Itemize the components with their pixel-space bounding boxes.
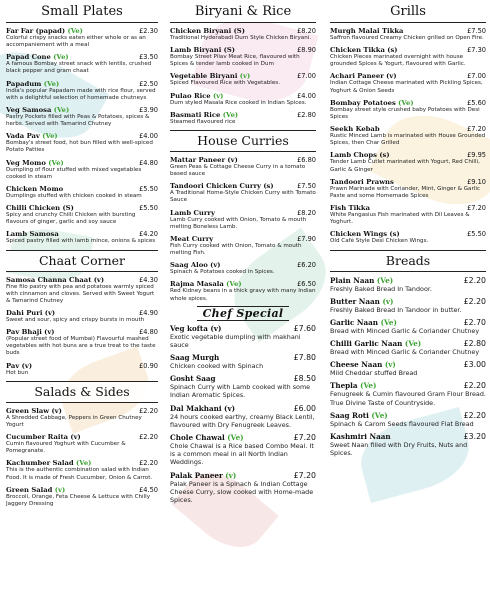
dietary-tag: (Ve) [404,339,422,349]
menu-item-description: Green Peas & Cottage Cheese Curry in a tomato based sauce [170,163,306,178]
menu-item-description: Lamb Curry cooked with Onion, Tomato & mouth melting Boneless Lamb. [170,216,307,230]
menu-item-description: Dumplings stuffed with chicken cooked in steam [6,192,142,199]
menu-item [170,404,316,429]
dietary-tag: (v) [213,91,224,100]
menu-item-description: A Traditional Home-Style Chicken Curry with Tomato Sauce [170,190,316,204]
menu-column-right [330,0,486,602]
menu-item-title: Green Slaw (v) [6,406,62,415]
menu-item-price: £2.20 [139,433,158,442]
dietary-tag: (Ve) [53,53,69,62]
menu-item [170,353,316,370]
menu-item-description: Broccoli, Orange, Feta Cheese & Lettuce with Chilly Jaggery Dressing [6,493,151,507]
menu-item-description: Exotic vegetable dumpling with makhani sauce [170,332,301,349]
menu-item-title: Dal Makhani (v) [170,403,236,413]
menu-item-name [330,46,398,54]
menu-item-description: (Popular street food of Mumbai) Flavourful mashed vegetables with hot buns are a true treat to the taste buds [6,336,156,357]
menu-item [330,27,486,42]
menu-item-title: Bombay Potatoes [330,98,396,107]
menu-item-title: Veg Samosa [6,105,52,114]
menu-item-name [330,125,380,133]
menu-item-name [330,360,396,369]
house-curries-list [170,156,316,303]
chef-special-list [170,324,316,504]
biryani-rice-list [170,27,316,126]
section-heading-chaat-corner: Chaat Corner [6,250,158,272]
menu-item [170,27,316,42]
menu-item-description: Bread with Minced Garlic & Coriander Chutney [330,348,480,357]
menu-item-name [170,404,235,413]
menu-item [6,407,158,429]
menu-item-name [330,276,393,285]
menu-item [330,125,486,147]
menu-item-description: This is the authentic combination salad with Indian Food. It is made of Fresh Cucumber, Onion & Carrot. [6,467,153,481]
menu-item-price: £2.20 [139,459,158,468]
menu-item [6,106,158,128]
menu-item-name [6,204,74,212]
dietary-tag: (Ve) [42,132,58,141]
dietary-tag: (Ve) [360,381,377,391]
menu-item [330,151,486,173]
menu-item-name [6,433,81,441]
menu-item-title: Lamb Biryani (S) [170,46,235,55]
menu-item-description: Spicy and crunchy Chilli Chicken with bursting flavours of ginger, garlic and soy sauce [6,212,136,226]
menu-item-name [170,46,235,54]
menu-item-price: £3.00 [463,360,486,370]
menu-item-price: £4.80 [139,158,158,167]
menu-item-title: Saag Murgh [170,353,220,363]
menu-item-price: £2.30 [139,27,158,35]
menu-item-description: Spinach & Carom Seeds flavoured Flat Bread [330,419,474,428]
menu-item-title: Basmati Rice [170,110,221,119]
menu-item-title: Saag Roti [330,410,369,420]
menu-item [330,46,486,68]
menu-item-title: Chole Chawal [170,432,225,442]
menu-item [330,230,486,245]
dietary-tag: (Ve) [371,410,388,420]
menu-item-price: £7.90 [297,234,316,243]
menu-item [330,339,486,356]
menu-item [6,230,158,245]
menu-item-price: £7.20 [293,432,316,442]
menu-item-title: Thepla [330,381,358,391]
menu-item-description: Sweet Naan filled with Dry Fruits, Nuts and Spices. [330,441,468,458]
menu-item [6,309,158,324]
menu-item-name [330,339,421,348]
section-heading-chef-special: Chef Special [170,307,316,320]
section-heading-salads-sides: Salads & Sides [6,381,158,403]
menu-item [6,362,158,377]
menu-item-name [330,151,390,159]
menu-item [6,459,158,481]
menu-item-price: £8.50 [293,374,316,384]
menu-item-description: Tender Lamb Cutlet marinated with Yogurt, Red Chilli, Garlic & Ginger [330,159,480,173]
menu-item [6,185,158,200]
menu-item-name [330,99,414,107]
menu-item-price: £8.90 [297,46,316,55]
menu-item-price: £7.20 [293,470,316,480]
chaat-corner-list [6,276,158,377]
menu-item [330,276,486,293]
menu-item [170,374,316,399]
menu-item [170,261,316,276]
menu-item-name [6,362,32,370]
menu-item-description: Red Kidney beans in a thick gravy with many Indian whole spices. [170,288,316,302]
menu-item-price: £4.50 [139,485,158,494]
dietary-tag: (Ve) [67,27,83,35]
menu-item-price: £7.00 [467,72,486,81]
menu-item-name [170,374,216,383]
menu-item-name [6,27,83,35]
menu-item-description: Rustic Minced Lamb is marinated with House Grounded Spices, then Char Grilled [330,133,486,147]
menu-item-title: Veg Momo [6,158,46,167]
menu-item-title: Murgh Malai Tikka [330,27,404,35]
menu-item [330,432,486,457]
section-heading-breads: Breads [330,250,486,272]
menu-item-description: 24 hours cooked earthy, creamy Black Lentil, flavoured with Dry Fenugreek Leaves. [170,412,315,429]
menu-item-description: Sweet and sour, spicy and crispy bursts in mouth [6,316,145,323]
menu-item-name [6,328,55,336]
menu-item-title: Pav Bhaji (v) [6,328,55,337]
menu-item-price: £5.50 [467,230,486,239]
menu-item-description: India's popular Papadam made with rice flour, served with a delightful selection of homemade chutneys [6,87,156,101]
dietary-tag: (Ve) [43,79,60,88]
menu-item-name [6,159,64,167]
menu-item [170,46,316,68]
menu-item-name [6,185,63,193]
menu-item [170,235,316,257]
menu-item-price: £7.50 [467,27,486,35]
menu-item-name [6,309,55,317]
menu-item-name [170,182,274,190]
menu-item-description: Dum styled Masala Rice cooked in Indian Spices. [170,99,307,106]
menu-item-description: Bombay's street food, hot bun filled with well-spiced Potato Patties [6,140,153,154]
menu-item-price: £3.50 [139,53,158,62]
menu-item-price: £8.20 [297,208,316,217]
menu-item-name [170,111,238,119]
menu-item-title: Tandoori Prawns [330,177,394,186]
menu-item-name [330,27,403,35]
menu-item-title: Dahi Puri (v) [6,308,56,317]
menu-item [6,486,158,508]
menu-item [170,72,316,87]
menu-item-price: £7.50 [297,182,316,191]
grills-list [330,27,486,246]
menu-item-price: £3.20 [463,432,486,441]
menu-item-title: Saag Aloo (v) [170,261,221,270]
menu-item-description: Indian Cottage Cheese marinated with Pickling Spices, Yoghurt & Onion Seeds [330,80,483,94]
menu-item-title: Chilli Garlic Naan [330,339,403,349]
menu-item [170,156,316,178]
menu-item-description: Palak Paneer is a Spinach & Indian Cottage Cheese Curry, slow cooked with Home-made Spices. [170,479,314,504]
menu-item-price: £4.80 [139,328,158,337]
menu-item-price: £2.20 [463,296,486,306]
menu-item [170,111,316,126]
dietary-tag: (Ve) [53,105,70,114]
menu-item-title: Plain Naan [330,275,375,285]
menu-item-description: Bombay Street Pilav Meat Rice, flavoured with Spices & tender lamb cooked in Dum [170,54,300,68]
menu-item-title: Tandoori Chicken Curry (s) [170,182,274,191]
menu-item-price: £2.50 [139,79,158,88]
menu-item-description: Colorful crispy snacks eaten either whole or as an accompaniement with a meal [6,35,146,49]
menu-item [170,280,316,302]
menu-item [6,27,158,49]
dietary-tag: (Ve) [376,275,394,285]
menu-item-description: Pastry Pockets filled with Peas & Potatoes, spices & herbs. Served with Tamarind Chutney [6,113,150,128]
menu-item-name [6,80,59,88]
menu-item-title: Cheese Naan [330,360,383,370]
menu-item-description: Fenugreek & Cumin flavoured Gram Flour Bread. True Divine Taste of Countryside. [330,390,486,407]
menu-item-description: Bread with Minced Garlic & Coriander Chutney [330,326,480,335]
menu-item-title: Rajma Masala [170,280,224,289]
menu-item [330,318,486,335]
menu-item [330,411,486,428]
menu-item-title: Papadum [6,79,42,88]
menu-item-name [170,235,213,243]
menu-item-title: Chilli Chicken (S) [6,204,74,213]
menu-item [170,92,316,107]
menu-item-name [170,156,238,164]
menu-item-description: Spinach Curry with Lamb cooked with some Indian Aromatic Spices. [170,383,311,400]
menu-item-title: Achari Paneer (v) [330,72,397,81]
menu-item-price: £5.50 [139,184,158,193]
menu-item-description: White Pangasius Fish marinated with Dil Leaves & Yoghurt. [330,212,470,226]
menu-item-title: Vegetable Biryani [170,72,238,81]
menu-item-description: A famous Bombay street snack with lentils, crushed black pepper and gram chaat [6,61,152,75]
menu-item-price: £4.90 [139,308,158,317]
menu-item-price: £6.20 [297,261,316,270]
menu-item [6,132,158,154]
menu-item-title: Seekh Kebab [330,125,380,134]
menu-item-title: Gosht Saag [170,374,216,384]
menu-item-name [330,381,376,390]
menu-item [330,381,486,406]
menu-item-name [6,276,104,284]
menu-item-price: £2.20 [463,275,486,285]
dietary-tag: (Ve) [222,110,239,119]
menu-item-price: £7.80 [293,353,316,363]
menu-item-price: £7.20 [467,204,486,213]
breads-list [330,276,486,458]
section-heading-biryani-rice: Biryani & Rice [170,2,316,23]
menu-item-description: Freshly Baked Bread In Tandoor in butter. [330,305,462,314]
menu-item-name [170,324,221,333]
menu-item [170,471,316,505]
dietary-tag: (v) [382,296,394,306]
section-heading-small-plates: Small Plates [6,2,158,23]
dietary-tag: (Ve) [398,98,414,107]
menu-item-description: Freshly Baked Bread In Tandoor. [330,284,432,293]
menu-item-price: £6.00 [293,403,316,413]
menu-item-name [330,204,370,212]
menu-item-name [170,433,244,442]
menu-item-name [170,72,250,80]
menu-item-price: £4.00 [297,91,316,100]
menu-item-description: Old Café Style Desi Chicken Wings. [330,238,429,245]
menu-item-description: Prawn Marinade with Coriander, Mint, Ginger & Garlic Paste and some Homemade Spices [330,185,480,199]
dietary-tag: (Ve) [48,158,64,167]
menu-item-price: £4.30 [139,275,158,284]
menu-item-price: £2.80 [463,339,486,349]
menu-item-price: £2.20 [463,410,486,420]
menu-item [330,204,486,226]
menu-item [6,53,158,75]
menu-item-price: £7.60 [293,323,316,333]
menu-item-price: £4.20 [139,230,158,239]
section-heading-grills: Grills [330,2,486,23]
menu-item-title: Green Salad [6,485,53,494]
menu-item-price: £7.30 [467,46,486,55]
menu-item-description: Spiced pastry filled with lamb mince, onions & spices [6,238,156,245]
menu-item-title: Meat Curry [170,234,214,243]
menu-item-title: Palak Paneer [170,470,223,480]
menu-item-price: £2.20 [463,381,486,391]
dietary-tag: (v) [384,360,396,370]
menu-item-name [6,230,59,238]
menu-item-description: Fish Curry cooked with Onion, Tomato & mouth melting Fish. [170,242,302,257]
menu-item-title: Samosa Channa Chaat (v) [6,275,105,284]
menu-item [330,297,486,314]
menu-item-name [330,318,397,327]
menu-item-name [6,53,69,61]
menu-item [330,178,486,200]
menu-item [330,99,486,121]
menu-item-price: £6.50 [297,280,316,289]
menu-item-description: Steamed flavoured rice [170,118,236,125]
menu-item-name [330,432,391,441]
menu-item [6,433,158,455]
menu-item-price: £6.80 [297,155,316,164]
menu-item-description: Chole Chawal is a Rice based Combo Meal. It is a common meal in all North Indian Weddings. [170,441,314,467]
menu-item-price: £0.90 [139,361,158,370]
menu-item-name [330,411,388,420]
menu-item-title: Veg kofta (v) [170,323,222,333]
menu-item-description: A Shredded Cabbage, Peppers in Green Chutney Yogurt [6,414,142,428]
menu-item-name [170,209,215,217]
dietary-tag: (Ve) [226,280,242,289]
menu-item-price: £7.20 [467,125,486,134]
menu-item-description: Fine filo pastry with pea and potatoes warmly spiced with cinnamon and cloves. Served with Sweet Yogurt & Tamarind Chutney [6,283,155,304]
menu-item-description: Dumpling of flour stuffed with mixed vegetables cooked in steam [6,166,142,180]
menu-item [6,80,158,102]
menu-item-description: Hot bun [6,369,29,376]
menu-item-title: Kachumber Salad [6,459,74,468]
menu-item-name [330,72,397,80]
menu-item-title: Chicken Wings (s) [330,230,400,239]
menu-item [6,276,158,305]
menu-item-description: Bombay street style crushed baby Potatoes with Desi Spices [330,106,480,120]
menu-item-title: Chicken Tikka (s) [330,46,398,55]
menu-item-description: Chicken cooked with Spinach [170,362,264,371]
dietary-tag: (v) [239,72,251,81]
menu-item-title: Pulao Rice [170,91,211,100]
menu-item [6,328,158,357]
small-plates-list [6,27,158,246]
menu-item-name [6,132,58,140]
menu-item-price: £9.10 [467,177,486,186]
menu-column-middle [170,0,316,602]
menu-column-left [6,0,158,602]
menu-item [6,159,158,181]
menu-item-name [170,280,242,288]
menu-item-name [170,261,221,269]
menu-item-name [6,106,69,114]
menu-item-title: Chicken Biryani (S) [170,27,245,35]
menu-item-title: Papad Cone [6,53,51,62]
menu-item-price: £2.20 [139,406,158,415]
menu-item-price: £5.50 [139,204,158,213]
menu-item-description: Saffron flavoured Creamy Chicken grilled on Open Fire. [330,35,484,41]
menu-item-price: £2.80 [297,110,316,119]
menu-item-name [330,297,393,306]
menu-item-title: Vada Pav [6,132,40,141]
menu-item [170,433,316,467]
menu-item-name [170,353,219,362]
menu-item-description: Spinach & Potatoes cooked in Spices. [170,269,275,276]
menu-item-price: £8.20 [297,27,316,35]
menu-item-price: £2.70 [463,317,486,327]
menu-item-name [170,92,223,100]
menu-item-title: Far Far (papad) [6,27,66,35]
menu-item-price: £4.00 [139,132,158,141]
salads-sides-list [6,407,158,508]
section-heading-house-curries: House Curries [170,130,316,152]
menu-item-description: Chicken Pieces marinated overnight with house grounded Spices & Yogurt, flavoured with Garlic. [330,54,466,68]
menu-item-name [6,486,65,494]
menu-item-name [330,178,394,186]
menu-item-price: £3.90 [139,105,158,114]
menu-item-title: Butter Naan [330,296,380,306]
menu-item-price: £5.60 [467,98,486,107]
menu-item [6,204,158,226]
menu-item-title: Kashmiri Naan [330,432,391,441]
menu-item-title: Mattar Paneer (v) [170,155,238,164]
menu-item-title: Lamb Chops (s) [330,151,390,160]
menu-item-description: Mild Cheddar stuffed Bread [330,369,418,378]
menu-item-name [6,459,91,467]
menu-item-title: Cucumber Raita (v) [6,433,81,442]
menu-item-price: £9.95 [467,151,486,160]
menu-item-name [170,27,245,35]
menu-item-title: Garlic Naan [330,317,379,327]
menu-item-description: Traditional Hyderabadi Dum Style Chicken Biryani. [170,35,312,41]
menu-item [170,182,316,204]
menu-item-title: Lamb Samosa [6,230,59,239]
menu-item-title: Pav (v) [6,361,33,370]
menu-item [170,324,316,349]
dietary-tag: (v) [225,470,237,480]
dietary-tag: (v) [54,485,66,494]
menu-item [170,209,316,231]
menu-item-title: Chicken Momo [6,184,64,193]
dietary-tag: (Ve) [227,432,244,442]
menu-item-title: Fish Tikka [330,204,371,213]
menu-item-name [6,407,62,415]
menu-item [330,360,486,377]
menu-item-title: Lamb Curry [170,208,215,217]
menu-item [330,72,486,94]
menu-item-price: £7.00 [297,72,316,81]
menu-item-name [170,471,236,480]
dietary-tag: (Ve) [75,459,92,468]
menu-item-description: Cumin flavoured Yoghurt with Cucumber & Pomegranate. [6,441,126,455]
menu-item-description: Spiced Flavoured Rice with Vegetables. [170,80,280,87]
dietary-tag: (Ve) [380,317,397,327]
